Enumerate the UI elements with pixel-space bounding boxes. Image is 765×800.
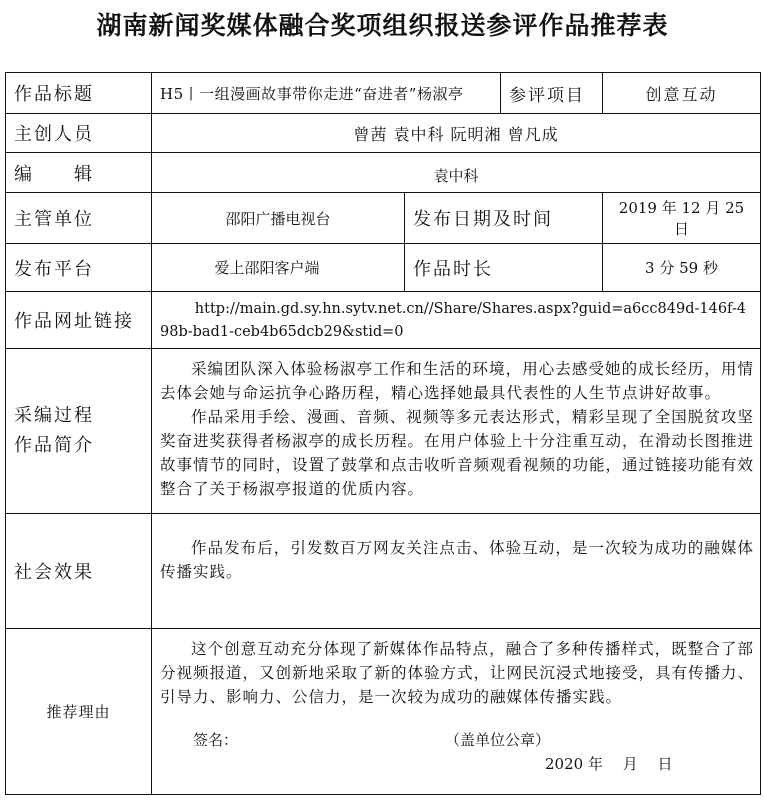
label-intro: 作品简介 <box>14 435 94 456</box>
reason-paragraph: 这个创意互动充分体现了新媒体作品特点，融合了多种传播样式，既整合了部分视频报道，又创新地采取了新的体验方式，让网民沉浸式地接受，具有传播力、引导力、影响力、公信力，是一次较为成功的融媒体传播实践。 <box>160 640 755 706</box>
label-work-title: 作品标题 <box>5 72 152 114</box>
label-reason: 推荐理由 <box>5 628 152 795</box>
label-effect: 社会效果 <box>5 513 152 629</box>
duration-value: 3 分 59 秒 <box>602 243 761 292</box>
process-paragraph-1: 采编团队深入体验杨淑亭工作和生活的环境，用心去感受她的成长经历，用情去体会她与命运抗争心路历程，精心选择她最具代表性的人生节点讲好故事。 <box>160 360 754 402</box>
creators-value: 曾茜 袁中科 阮明湘 曾凡成 <box>151 113 761 153</box>
platform-value: 爱上邵阳客户端 <box>151 243 405 292</box>
publish-date-value: 2019 年 12 月 25 日 <box>602 192 761 244</box>
effect-paragraph: 作品发布后，引发数百万网友关注点击、体验互动，是一次较为成功的融媒体传播实践。 <box>160 539 754 581</box>
category-value: 创意互动 <box>602 72 761 114</box>
unit-value: 邵阳广播电视台 <box>151 192 405 244</box>
label-creators: 主创人员 <box>5 113 152 153</box>
label-unit: 主管单位 <box>5 192 152 244</box>
process-content <box>151 348 761 514</box>
effect-content <box>151 513 761 629</box>
label-duration: 作品时长 <box>404 243 603 292</box>
url-link[interactable]: http://main.gd.sy.hn.sytv.net.cn//Share/Shares.aspx?guid=a6cc849d-146f-498b-bad1-ceb4b65dcb29&stid=0 <box>151 291 761 349</box>
reason-date: 2020 年 月 日 <box>545 755 673 773</box>
label-process-cell <box>5 348 152 514</box>
editor-value: 袁中科 <box>151 152 761 193</box>
label-url: 作品网址链接 <box>5 291 152 349</box>
page-title: 湖南新闻奖媒体融合奖项组织报送参评作品推荐表 <box>96 11 669 40</box>
signature-label: 签名： <box>193 731 239 749</box>
label-process: 采编过程 <box>14 405 94 426</box>
process-paragraph-2: 作品采用手绘、漫画、音频、视频等多元表达形式，精彩呈现了全国脱贫攻坚奖奋进奖获得者杨淑亭的成长历程。在用户体验上十分注重互动，在滑动长图推进故事情节的同时，设置了鼓掌和点击收听音频观看视频的功能，通过链接功能有效整合了关于杨淑亭报道的优质内容。 <box>160 408 755 498</box>
label-publish-date: 发布日期及时间 <box>404 192 603 244</box>
work-title-value: H5丨一组漫画故事带你走进“奋进者”杨淑亭 <box>151 72 501 114</box>
label-editor: 编 辑 <box>5 152 152 193</box>
label-category: 参评项目 <box>500 72 603 114</box>
label-platform: 发布平台 <box>5 243 152 292</box>
seal-note: （盖单位公章） <box>445 731 551 749</box>
